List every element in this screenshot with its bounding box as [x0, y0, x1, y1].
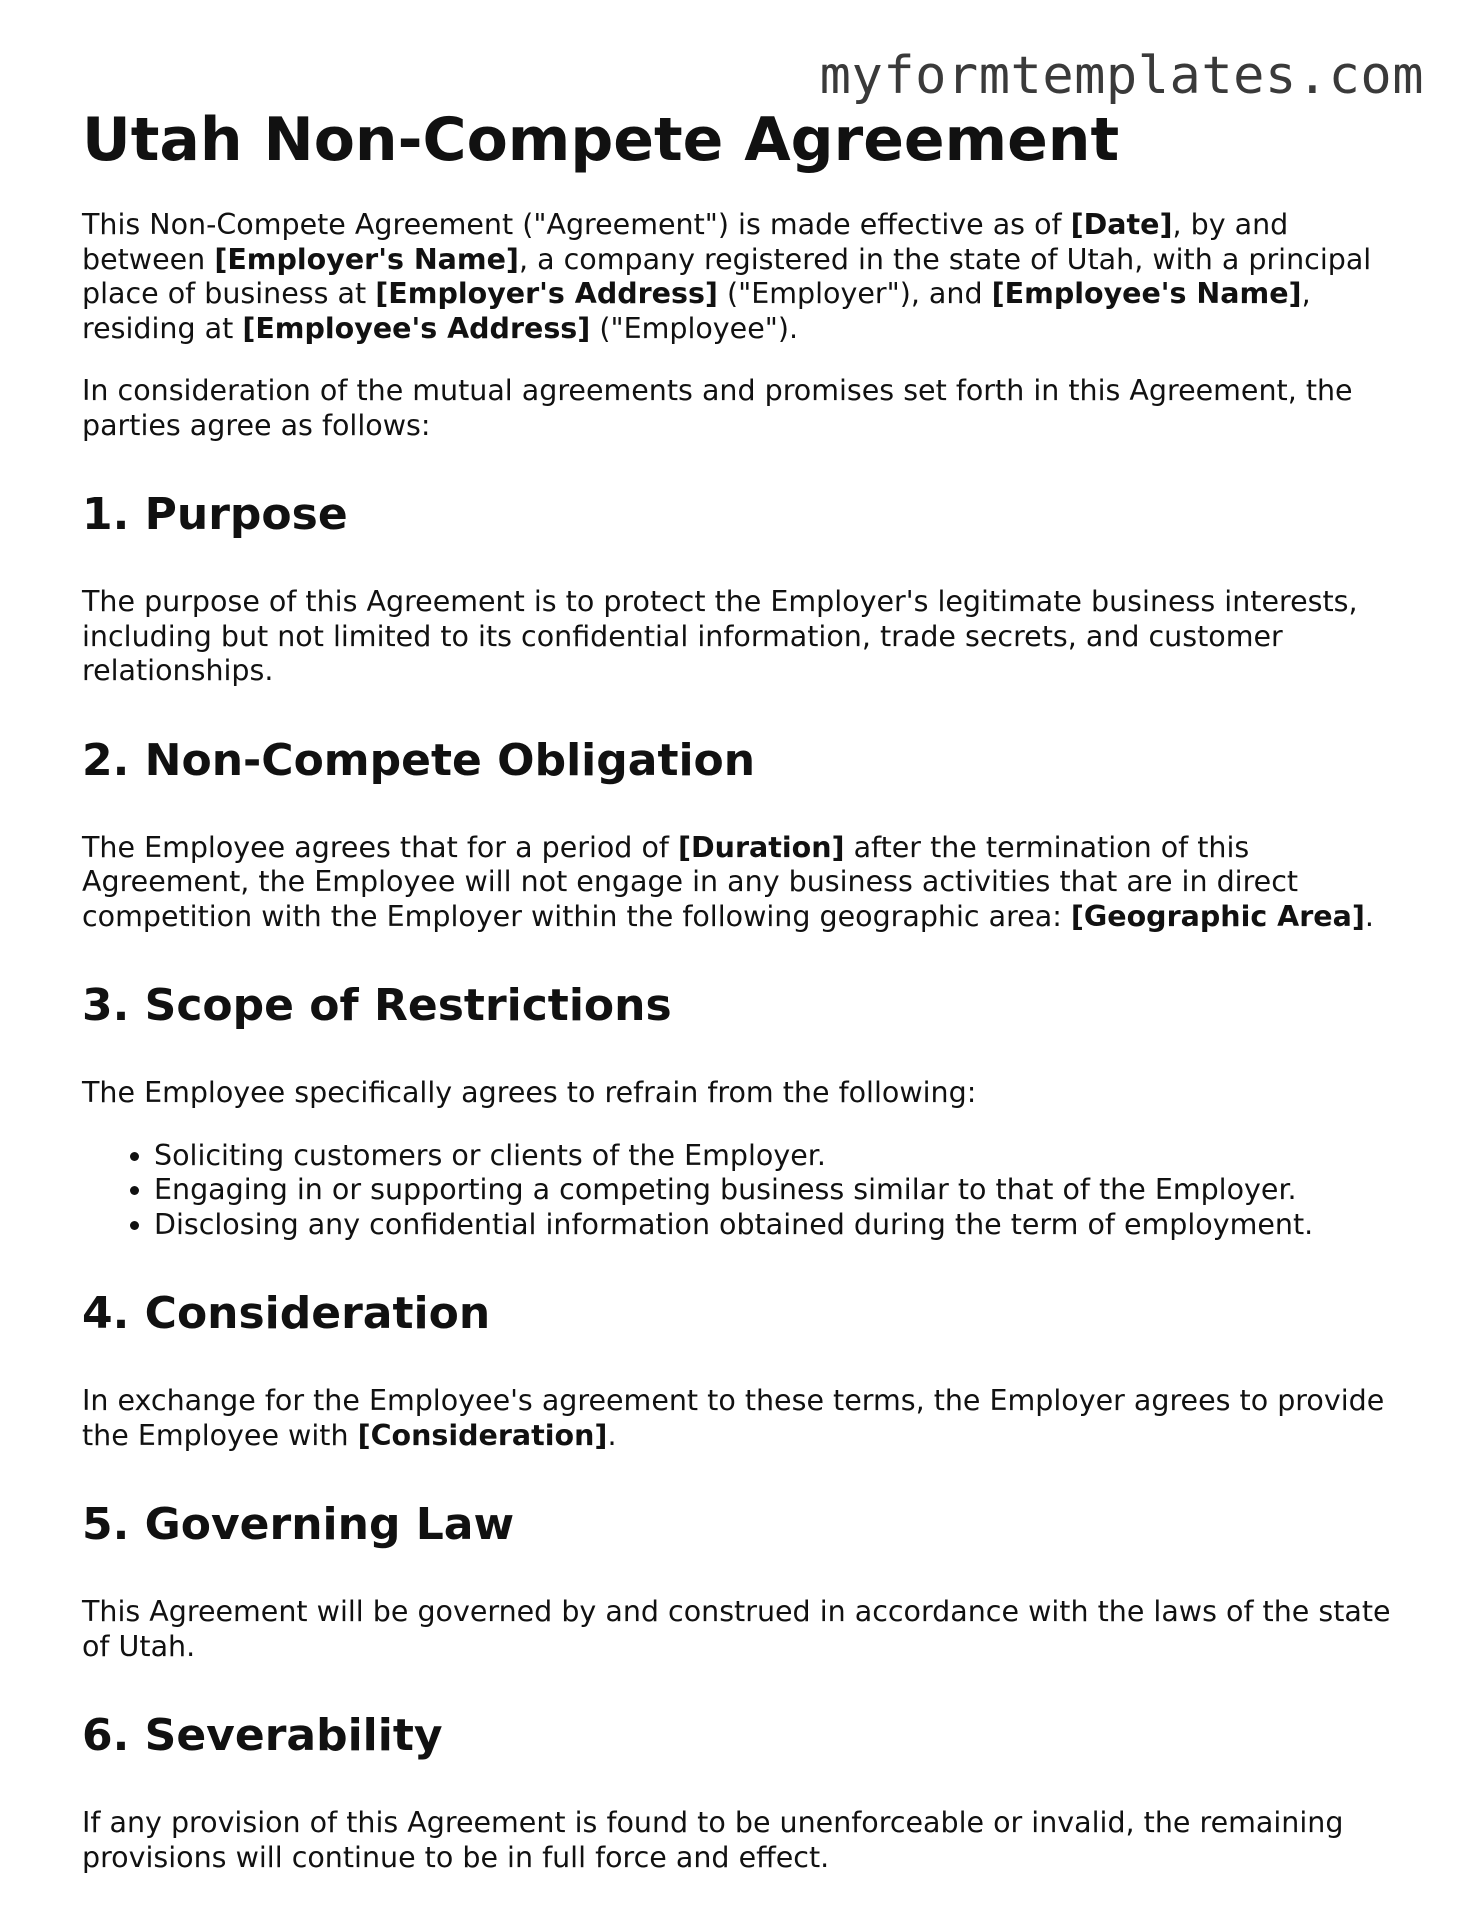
document-title: Utah Non-Compete Agreement	[82, 105, 1120, 175]
section-text-scope: The Employee specifically agrees to refrain from the following:	[82, 1076, 977, 1109]
employee-address-placeholder: [Employee's Address]	[242, 311, 591, 345]
restrictions-list	[82, 1139, 1402, 1243]
list-item: • Disclosing any confidential information obtained during the term of employment.	[154, 1208, 1402, 1243]
date-placeholder: [Date]	[1070, 208, 1173, 241]
document-body	[82, 208, 1402, 1903]
employer-name-placeholder: [Employer's Name]	[214, 242, 519, 276]
section-text-severability: If any provision of this Agreement is found to be unenforceable or invalid, the remaining provisions will continue to be in full force and effect.	[82, 1806, 1344, 1874]
list-item: • Engaging in or supporting a competing business similar to that of the Employer.	[154, 1173, 1402, 1208]
intro-paragraph: This Non-Compete Agreement ("Agreement") is made effective as of [Date], by and between [Employer's Name], a company registered in the state of Utah, with a principal place of business at [Employer's Address] ("Employer"), and [Employee's Name], residing at [Employee's Address] ("Employee").	[82, 208, 1372, 345]
section-text-consideration: In exchange for the Employee's agreement to these terms, the Employer agrees to provide the Employee with [Consideration].	[82, 1384, 1385, 1452]
section-heading-scope: 3. Scope of Restrictions	[82, 980, 672, 1031]
section-heading-obligation: 2. Non-Compete Obligation	[82, 734, 756, 786]
employer-address-placeholder: [Employer's Address]	[375, 277, 718, 310]
watermark: myformtemplates.com	[819, 46, 1424, 106]
section-heading-severability: 6. Severability	[82, 1710, 443, 1761]
consideration-placeholder: [Consideration]	[357, 1418, 608, 1452]
section-heading-consideration: 4. Consideration	[82, 1288, 491, 1339]
geographic-area-placeholder: [Geographic Area]	[1070, 899, 1365, 933]
consideration-intro-paragraph: In consideration of the mutual agreements and promises set forth in this Agreement, the parties agree as follows:	[82, 374, 1353, 442]
section-heading-law: 5. Governing Law	[82, 1499, 515, 1550]
section-text-obligation: The Employee agrees that for a period of [Duration] after the termination of this Agreement, the Employee will not engage in any business activities that are in direct competition with the Employer within the following geographic area: [Geographic Area].	[82, 830, 1374, 933]
employee-name-placeholder: [Employee's Name]	[991, 277, 1302, 310]
section-text-purpose: The purpose of this Agreement is to protect the Employer's legitimate business interests, including but not limited to its confidential information, trade secrets, and customer relationships.	[82, 585, 1358, 687]
list-item: • Soliciting customers or clients of the Employer.	[154, 1139, 1402, 1174]
section-text-law: This Agreement will be governed by and construed in accordance with the laws of the state of Utah.	[82, 1595, 1391, 1663]
duration-placeholder: [Duration]	[677, 830, 845, 864]
section-heading-purpose: 1. Purpose	[82, 489, 348, 540]
